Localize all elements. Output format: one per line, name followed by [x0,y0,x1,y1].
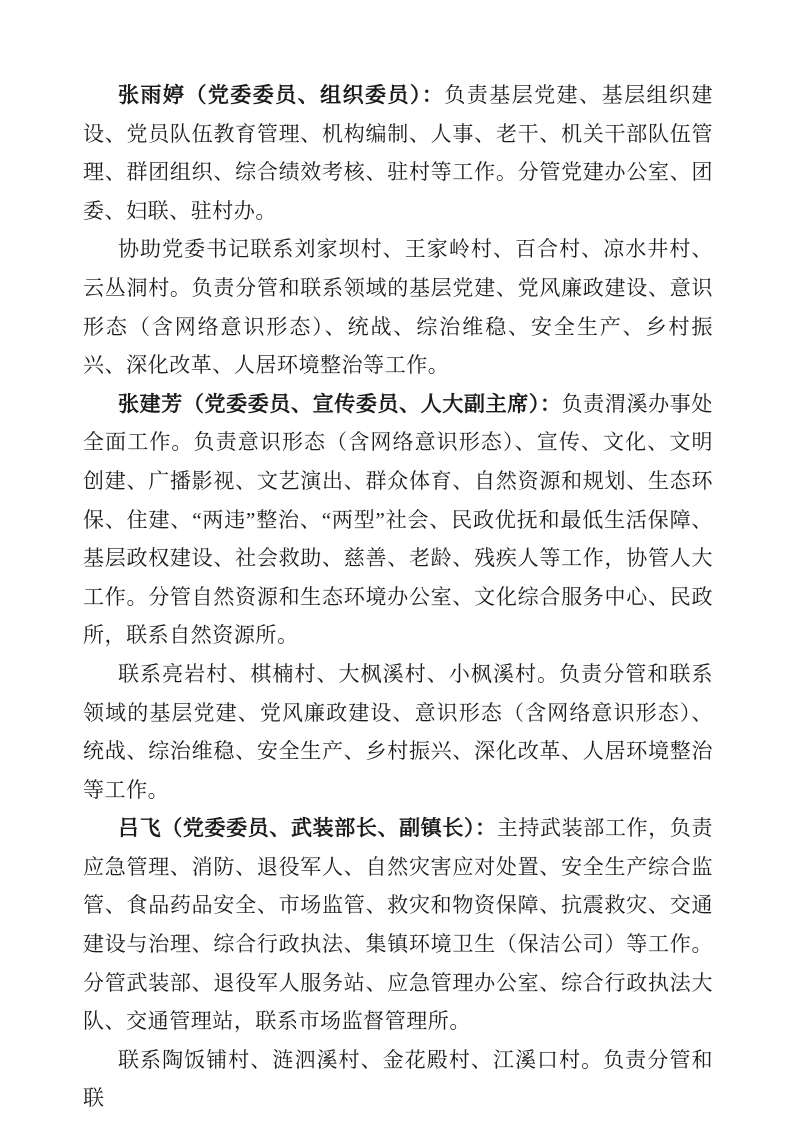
paragraph-lvfei-duties [83,809,713,1041]
member-name-role-zhangjianfang: 张建芳（党委委员、宣传委员、人大副主席）： [118,391,562,416]
paragraph-body: 联系亮岩村、棋楠村、大枫溪村、小枫溪村。负责分管和联系领域的基层党建、党风廉政建设、意识形态（含网络意识形态）、统战、综治维稳、安全生产、乡村振兴、深化改革、人居环境整治等工作。 [83,661,713,802]
paragraph-zhangjianfang-duties [83,385,713,655]
member-name-role-lvfei: 吕飞（党委委员、武装部长、副镇长）： [118,816,497,841]
paragraph-zhangyuting-duties [83,76,713,230]
paragraph-body: 主持武装部工作，负责应急管理、消防、退役军人、自然灾害应对处置、安全生产综合监管、食品药品安全、市场监管、救灾和物资保障、抗震救灾、交通建设与治理、综合行政执法、集镇环境卫生（保洁公司）等工作。分管武装部、退役军人服务站、应急管理办公室、综合行政执法大队、交通管理站，联系市场监督管理所。 [83,816,713,1034]
text-block [83,76,713,1118]
member-name-role-zhangyuting: 张雨婷（党委委员、组织委员）： [118,83,445,107]
paragraph-zhangjianfang-villages [83,655,713,809]
paragraph-body: 负责基层党建、基层组织建设、党员队伍教育管理、机构编制、人事、老干、机关干部队伍管理、群团组织、综合绩效考核、驻村等工作。分管党建办公室、团委、妇联、驻村办。 [83,83,713,223]
paragraph-body: 联系陶饭铺村、涟泗溪村、金花殿村、江溪口村。负责分管和联 [83,1047,713,1111]
paragraph-lvfei-villages [83,1041,713,1118]
paragraph-body: 协助党委书记联系刘家坝村、王家岭村、百合村、凉水井村、云丛洞村。负责分管和联系领域的基层党建、党风廉政建设、意识形态（含网络意识形态）、统战、综治维稳、安全生产、乡村振兴、深化改革、人居环境整治等工作。 [83,237,713,378]
paragraph-zhangyuting-villages [83,230,713,384]
paragraph-body: 负责渭溪办事处全面工作。负责意识形态（含网络意识形态）、宣传、文化、文明创建、广播影视、文艺演出、群众体育、自然资源和规划、生态环保、住建、“两违”整治、“两型”社会、民政优抚和最低生活保障、基层政权建设、社会救助、慈善、老龄、残疾人等工作，协管人大工作。分管自然资源和生态环境办公室、文化综合服务中心、民政所，联系自然资源所。 [83,391,713,648]
